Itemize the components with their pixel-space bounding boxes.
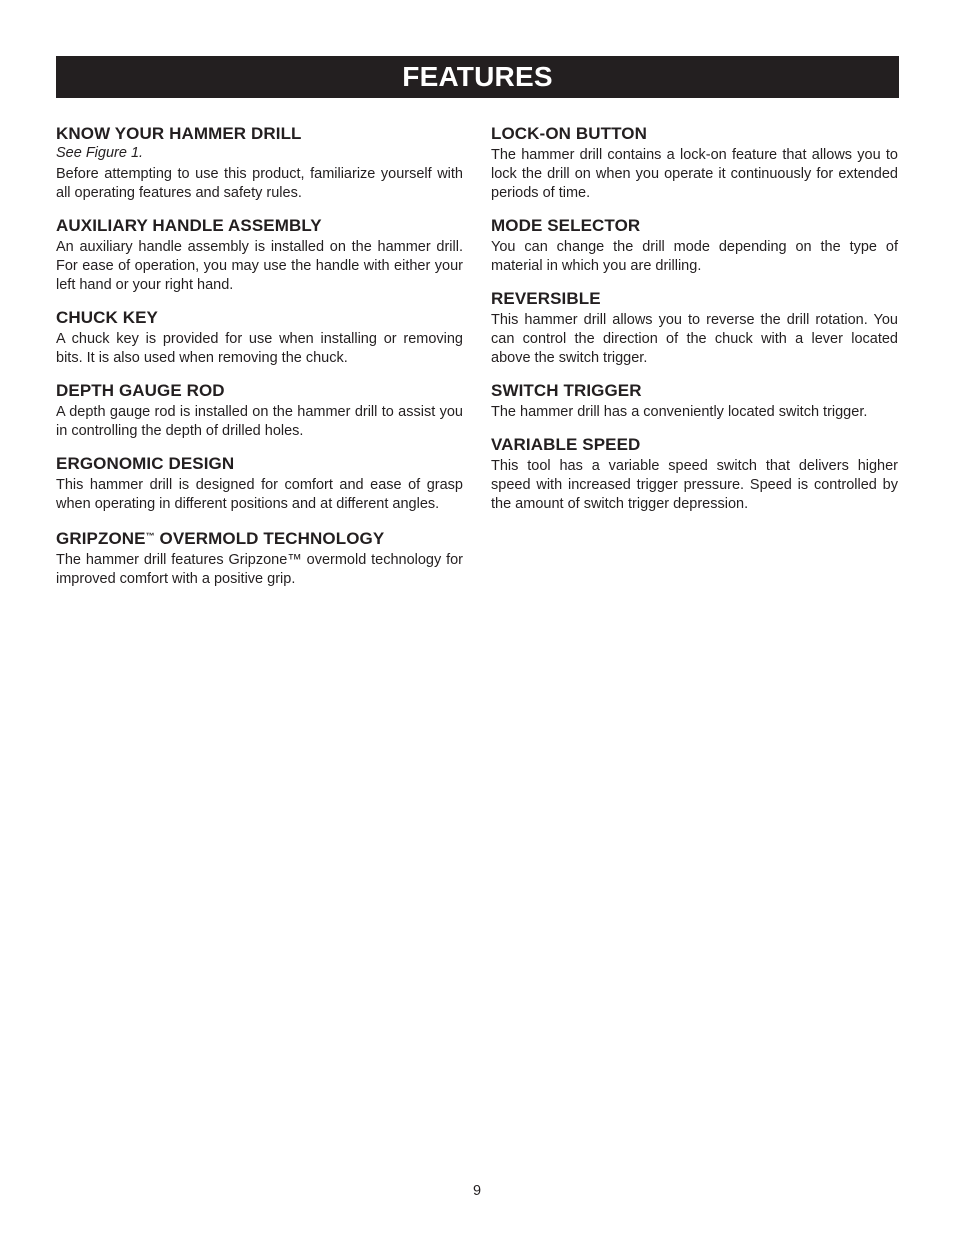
section-gripzone-overmold-technology [56,526,463,589]
section-auxiliary-handle-assembly [56,215,463,295]
section-body: A chuck key is provided for use when installing or removing bits. It is also used when removing the chuck. [56,331,463,366]
heading-overmold-technology: OVERMOLD TECHNOLOGY [154,529,385,548]
section-body: You can change the drill mode depending on the type of material in which you are drilling. [491,239,898,274]
section-heading: KNOW YOUR HAMMER DRILL [56,124,302,143]
section-heading: REVERSIBLE [491,289,601,308]
section-heading [56,526,463,549]
section-body: The hammer drill contains a lock-on feature that allows you to lock the drill on when you operate it continuously for extended periods of time. [491,147,898,201]
section-body: This hammer drill is designed for comfort and ease of grasp when operating in different positions and at different angles. [56,477,463,512]
left-column [56,123,463,601]
section-variable-speed [491,434,898,514]
trademark-symbol: ™ [145,531,155,541]
section-depth-gauge-rod [56,380,463,441]
section-heading: SWITCH TRIGGER [491,381,642,400]
section-body: This tool has a variable speed switch that delivers higher speed with increased trigger pressure. Speed is controlled by the amount of switch trigger depression. [491,458,898,512]
section-heading: AUXILIARY HANDLE ASSEMBLY [56,216,322,235]
features-banner [56,56,899,98]
section-heading: ERGONOMIC DESIGN [56,454,235,473]
section-reversible [491,288,898,368]
page-title: FEATURES [402,61,553,92]
section-heading: LOCK-ON BUTTON [491,124,647,143]
section-heading: VARIABLE SPEED [491,435,641,454]
section-body: The hammer drill features Gripzone™ overmold technology for improved comfort with a positive grip. [56,552,463,587]
page-number: 9 [472,1183,482,1199]
section-lock-on-button [491,123,898,203]
section-body: The hammer drill has a conveniently located switch trigger. [491,404,868,420]
section-chuck-key [56,307,463,368]
section-body: An auxiliary handle assembly is installed on the hammer drill. For ease of operation, you may use the handle with either your left hand or your right hand. [56,239,463,293]
right-column [491,123,898,526]
section-body: A depth gauge rod is installed on the hammer drill to assist you in controlling the depth of drilled holes. [56,404,463,439]
section-heading: DEPTH GAUGE ROD [56,381,225,400]
section-mode-selector [491,215,898,276]
figure-reference: See Figure 1. [56,145,144,161]
section-heading: CHUCK KEY [56,308,158,327]
section-body: This hammer drill allows you to reverse the drill rotation. You can control the direction of the chuck with a lever located above the switch trigger. [491,312,898,366]
section-body: Before attempting to use this product, familiarize yourself with all operating features and safety rules. [56,166,463,201]
heading-gripzone: GRIPZONE [56,529,146,548]
section-know-your-hammer-drill [56,123,463,203]
section-ergonomic-design [56,453,463,514]
section-switch-trigger [491,380,898,422]
section-heading: MODE SELECTOR [491,216,641,235]
